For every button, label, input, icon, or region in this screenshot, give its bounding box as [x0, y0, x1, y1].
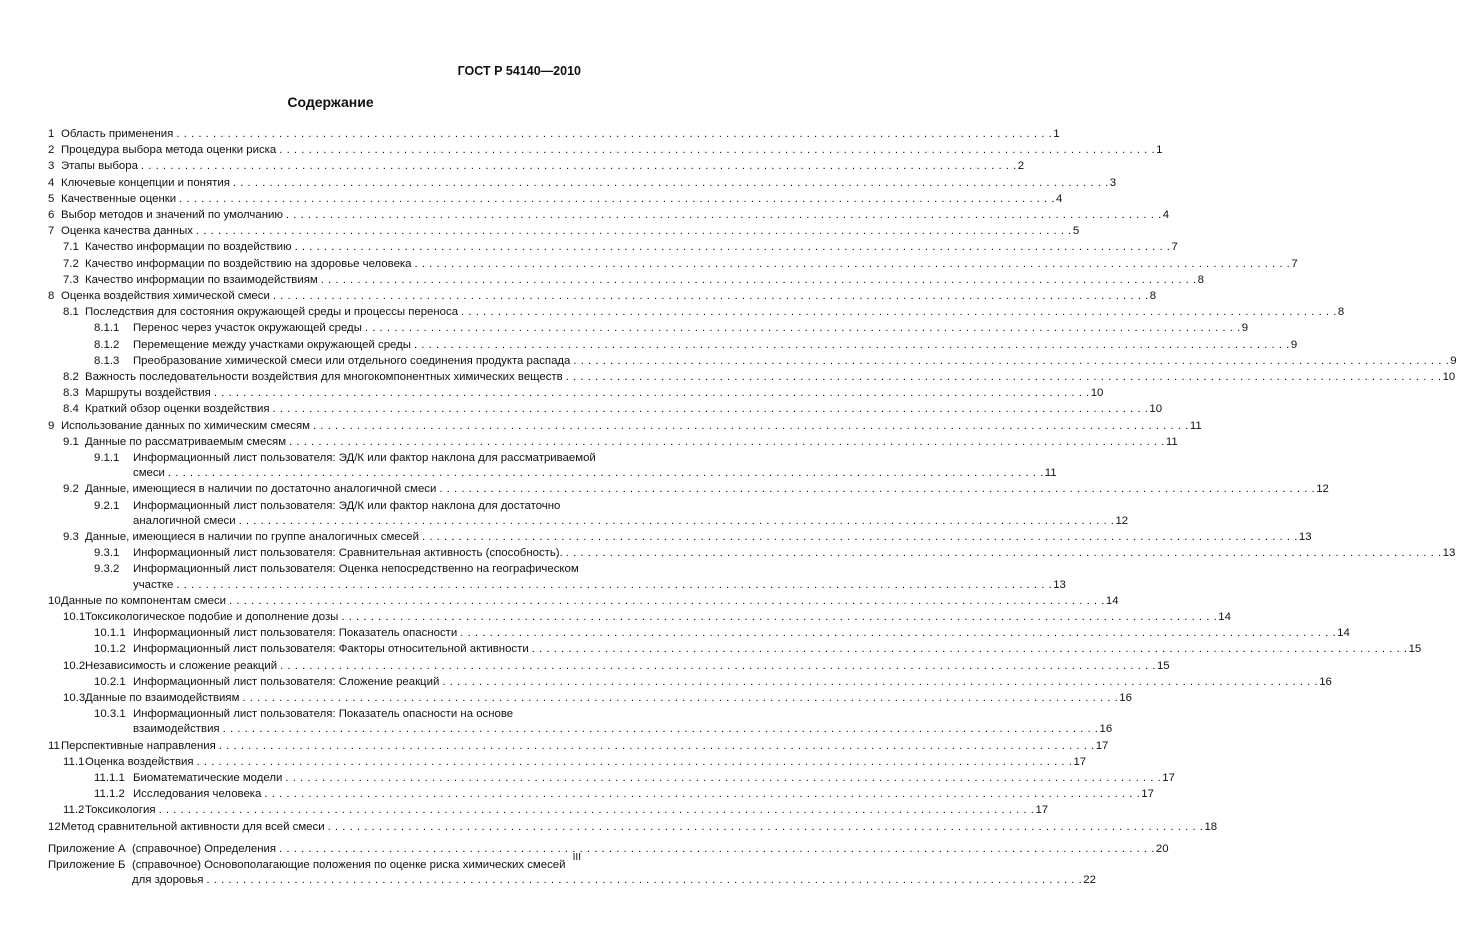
toc-entry[interactable]	[0, 435, 1178, 450]
toc-entry-title: Данные по взаимодействиям	[85, 692, 240, 704]
toc-leader-dots: . . . . . . . . . . . . . . . . . . . . . . . . . . . . . . . . . . . . . . . . . . . . . . . . . . . . . . . . . . . . . . . . . . . . . . . . . . . . . . . . . . . . . . . . . . . . . . . . . . . . . . . . . . . . . . . . . . . . . . . .	[414, 257, 1291, 270]
toc-leader-dots: . . . . . . . . . . . . . . . . . . . . . . . . . . . . . . . . . . . . . . . . . . . . . . . . . . . . . . . . . . . . . . . . . . . . . . . . . . . . . . . . . . . . . . . . . . . . . . . . . . . . . . . . . . . . . . . . . . . . . . . .	[439, 483, 1316, 496]
toc-entry-number: 8.1.2	[94, 338, 120, 351]
toc-leader-dots: . . . . . . . . . . . . . . . . . . . . . . . . . . . . . . . . . . . . . . . . . . . . . . . . . . . . . . . . . . . . . . . . . . . . . . . . . . . . . . . . . . . . . . . . . . . . . . . . . . . . . . . . . . . . . . . . . . . . . . . .	[238, 514, 1115, 527]
toc-page-number: 8	[1337, 306, 1345, 319]
toc-leader-dots: . . . . . . . . . . . . . . . . . . . . . . . . . . . . . . . . . . . . . . . . . . . . . . . . . . . . . . . . . . . . . . . . . . . . . . . . . . . . . . . . . . . . . . . . . . . . . . . . . . . . . . . . . . . . . . . . . . . . . . . .	[242, 692, 1119, 704]
toc-entry-title: Использование данных по химическим смесям	[61, 419, 310, 432]
toc-page-number: 13	[1298, 531, 1312, 543]
toc-page-number: 22	[1083, 874, 1096, 887]
toc-leader-dots: . . . . . . . . . . . . . . . . . . . . . . . . . . . . . . . . . . . . . . . . . . . . . . . . . . . . . . . . . . . . . . . . . . . . . . . . . . . . . . . . . . . . . . . . . . . . . . . . . . . . . . . . . . . . . . . . . . . . . . . .	[167, 467, 1044, 480]
toc-entry[interactable]	[0, 386, 1104, 401]
toc-entry-title: взаимодействия	[133, 723, 220, 736]
toc-page-number: 10	[1442, 371, 1456, 383]
toc-entry-title: Данные по компонентам смеси	[61, 594, 227, 607]
toc-page-number: 5	[1072, 225, 1080, 238]
toc-entry-number: 10.3.1	[94, 708, 126, 721]
toc-leader-dots: . . . . . . . . . . . . . . . . . . . . . . . . . . . . . . . . . . . . . . . . . . . . . . . . . . . . . . . . . . . . . . . . . . . . . . . . . . . . . . . . . . . . . . . . . . . . . . . . . . . . . . . . . . . . . . . . . . . . . . . .	[218, 739, 1095, 752]
toc-entry-title: (справочное) Определения	[132, 842, 277, 855]
toc-page-number: 10	[1149, 403, 1163, 416]
toc-page-number: 3	[1109, 176, 1117, 189]
toc-entry[interactable]	[0, 143, 1163, 158]
toc-page-number: 17	[1073, 755, 1087, 768]
toc-page-number: 17	[1095, 739, 1109, 752]
toc-page-number: 14	[1218, 611, 1231, 623]
toc-entry[interactable]	[0, 499, 661, 514]
toc-entry[interactable]	[0, 482, 1329, 497]
toc-entry-title: Информационный лист пользователя: Сложение реакций	[133, 675, 440, 688]
toc-page-number: 1	[1156, 144, 1163, 157]
toc-entry-title: Информационный лист пользователя: Факторы относительной активности	[133, 643, 529, 656]
toc-entry-title: Данные по рассматриваемым смесям	[85, 435, 287, 448]
toc-entry[interactable]	[0, 642, 1422, 657]
toc-leader-dots: . . . . . . . . . . . . . . . . . . . . . . . . . . . . . . . . . . . . . . . . . . . . . . . . . . . . . . . . . . . . . . . . . . . . . . . . . . . . . . . . . . . . . . . . . . . . . . . . . . . . . . . . . . . . . . . . . . . . . . . .	[158, 804, 1035, 817]
toc-leader-dots: . . . . . . . . . . . . . . . . . . . . . . . . . . . . . . . . . . . . . . . . . . . . . . . . . . . . . . . . . . . . . . . . . . . . . . . . . . . . . . . . . . . . . . . . . . . . . . . . . . . . . . . . . . . . . . . . . . . . . . . .	[364, 322, 1241, 335]
page-number: III	[572, 852, 581, 863]
toc-leader-dots: . . . . . . . . . . . . . . . . . . . . . . . . . . . . . . . . . . . . . . . . . . . . . . . . . . . . . . . . . . . . . . . . . . . . . . . . . . . . . . . . . . . . . . . . . . . . . . . . . . . . . . . . . . . . . . . . . . . . . . . .	[176, 578, 1053, 591]
toc-entry-title: смеси	[133, 467, 165, 480]
toc-leader-dots: . . . . . . . . . . . . . . . . . . . . . . . . . . . . . . . . . . . . . . . . . . . . . . . . . . . . . . . . . . . . . . . . . . . . . . . . . . . . . . . . . . . . . . . . . . . . . . . . . . . . . . . . . . . . . . . . . . . . . . . .	[285, 209, 1162, 221]
toc-page-number: 17	[1035, 804, 1049, 817]
toc-page-number: 13	[1053, 578, 1066, 591]
toc-entry-title: Качество информации по воздействию на здоровье человека	[85, 257, 412, 270]
toc-entry[interactable]	[0, 208, 1170, 223]
toc-leader-dots: . . . . . . . . . . . . . . . . . . . . . . . . . . . . . . . . . . . . . . . . . . . . . . . . . . . . . . . . . . . . . . . . . . . . . . . . . . . . . . . . . . . . . . . . . . . . . . . . . . . . . . . . . . . . . . . . . . . . . . . .	[461, 306, 1337, 319]
toc-leader-dots: . . . . . . . . . . . . . . . . . . . . . . . . . . . . . . . . . . . . . . . . . . . . . . . . . . . . . . . . . . . . . . . . . . . . . . . . . . . . . . . . . . . . . . . . . . . . . . . . . . . . . . . . . . . . . . . . . . . . . . . .	[280, 659, 1156, 672]
toc-entry[interactable]	[0, 530, 1312, 545]
toc-entry-title: Информационный лист пользователя: Сравнительная активность (способность).	[133, 547, 563, 560]
toc-entry[interactable]	[0, 803, 1049, 818]
toc-entry-number: 5	[48, 192, 55, 205]
toc-page-number: 7	[1171, 241, 1178, 254]
toc-entry-title: участке	[133, 578, 174, 591]
toc-entry-title: для здоровья	[132, 874, 204, 887]
toc-entry[interactable]	[0, 240, 1178, 255]
toc-entry-number: 9.1	[63, 435, 79, 448]
toc-leader-dots: . . . . . . . . . . . . . . . . . . . . . . . . . . . . . . . . . . . . . . . . . . . . . . . . . . . . . . . . . . . . . . . . . . . . . . . . . . . . . . . . . . . . . . . . . . . . . . . . . . . . . . . . . . . . . . . . . . . . . . . .	[320, 273, 1197, 286]
toc-page-number: 15	[1408, 643, 1422, 656]
toc-leader-dots: . . . . . . . . . . . . . . . . . . . . . . . . . . . . . . . . . . . . . . . . . . . . . . . . . . . . . . . . . . . . . . . . . . . . . . . . . . . . . . . . . . . . . . . . . . . . . . . . . . . . . . . . . . . . . . . . . . . . . . . .	[294, 241, 1171, 254]
toc-page-number: 2	[1017, 160, 1025, 173]
toc-entry[interactable]	[0, 257, 1298, 272]
toc-entry-number: 9.3.1	[94, 547, 120, 560]
toc-entry-number: 1	[48, 128, 55, 140]
toc-entry-title: Информационный лист пользователя: ЭД/К или фактор наклона для достаточно	[133, 499, 561, 512]
toc-entry[interactable]	[0, 370, 1456, 385]
toc-leader-dots: . . . . . . . . . . . . . . . . . . . . . . . . . . . . . . . . . . . . . . . . . . . . . . . . . . . . . . . . . . . . . . . . . . . . . . . . . . . . . . . . . . . . . . . . . . . . . . . . . . . . . . . . . . . . . . . . . . . . . . . .	[264, 788, 1141, 801]
toc-entry-number: 8.1.3	[94, 354, 120, 367]
toc-entry-number: 11.2	[63, 804, 85, 817]
toc-entry-number: 10.2	[63, 659, 86, 672]
toc-leader-dots: . . . . . . . . . . . . . . . . . . . . . . . . . . . . . . . . . . . . . . . . . . . . . . . . . . . . . . . . . . . . . . . . . . . . . . . . . . . . . . . . . . . . . . . . . . . . . . . . . . . . . . . . . . . . . . . . . . . . . . . .	[460, 627, 1337, 640]
toc-page-number: 15	[1156, 659, 1170, 672]
toc-entry-number: 4	[48, 176, 55, 189]
toc-entry-title: Оценка качества данных	[61, 225, 193, 238]
toc-entry[interactable]	[0, 675, 1332, 690]
toc-entry[interactable]	[0, 127, 1060, 142]
toc-page-number: 14	[1105, 594, 1119, 607]
toc-entry[interactable]	[0, 224, 1080, 239]
toc-entry[interactable]	[0, 842, 1169, 857]
toc-entry[interactable]	[0, 514, 1129, 529]
toc-entry-title: Выбор методов и значений по умолчанию	[61, 209, 283, 221]
page-title: Содержание	[287, 94, 374, 110]
toc-entry-number: 7.2	[63, 257, 79, 270]
toc-entry[interactable]	[0, 771, 1175, 786]
toc-entry-title: (справочное) Основополагающие положения по оценке риска химических смесей	[132, 859, 566, 871]
toc-page-number: 9	[1290, 338, 1298, 351]
toc-leader-dots: . . . . . . . . . . . . . . . . . . . . . . . . . . . . . . . . . . . . . . . . . . . . . . . . . . . . . . . . . . . . . . . . . . . . . . . . . . . . . . . . . . . . . . . . . . . . . . . . . . . . . . . . . . . . . . . . . . . . . . . .	[206, 874, 1083, 887]
toc-entry-number: 11.1.2	[94, 788, 125, 801]
toc-leader-dots: . . . . . . . . . . . . . . . . . . . . . . . . . . . . . . . . . . . . . . . . . . . . . . . . . . . . . . . . . . . . . . . . . . . . . . . . . . . . . . . . . . . . . . . . . . . . . . . . . . . . . . . . . . . . . . . . . . . . . . . .	[312, 419, 1189, 432]
toc-leader-dots: . . . . . . . . . . . . . . . . . . . . . . . . . . . . . . . . . . . . . . . . . . . . . . . . . . . . . . . . . . . . . . . . . . . . . . . . . . . . . . . . . . . . . . . . . . . . . . . . . . . . . . . . . . . . . . . . . . . . . . . .	[413, 338, 1290, 351]
toc-page-number: 9	[1450, 354, 1457, 367]
toc-page-number: 10	[1090, 387, 1104, 400]
toc-entry-number: 8.2	[63, 371, 79, 383]
toc-entry[interactable]	[0, 787, 1154, 802]
toc-entry-title: Преобразование химической смеси или отдельного соединения продукта распада	[133, 354, 571, 367]
toc-entry-title: Информационный лист пользователя: Показатель опасности	[133, 627, 458, 640]
toc-entry[interactable]	[0, 451, 661, 466]
toc-leader-dots: . . . . . . . . . . . . . . . . . . . . . . . . . . . . . . . . . . . . . . . . . . . . . . . . . . . . . . . . . . . . . . . . . . . . . . . . . . . . . . . . . . . . . . . . . . . . . . . . . . . . . . . . . . . . . . . . . . . . . . . .	[179, 192, 1056, 205]
toc-entry[interactable]	[0, 578, 1066, 593]
toc-entry-title: Данные, имеющиеся в наличии по достаточно аналогичной смеси	[85, 483, 437, 496]
toc-entry-title: Информационный лист пользователя: Оценка непосредственно на географическом	[133, 563, 579, 576]
toc-page-number: 11	[1044, 467, 1057, 480]
toc-page-number: 16	[1099, 723, 1113, 736]
toc-entry-number: 3	[48, 160, 55, 173]
toc-entry-number: 11	[48, 739, 60, 752]
toc-page-number: 11	[1165, 435, 1178, 448]
toc-entry[interactable]	[0, 419, 1202, 434]
toc-entry[interactable]	[0, 273, 1204, 288]
toc-leader-dots: . . . . . . . . . . . . . . . . . . . . . . . . . . . . . . . . . . . . . . . . . . . . . . . . . . . . . . . . . . . . . . . . . . . . . . . . . . . . . . . . . . . . . . . . . . . . . . . . . . . . . . . . . . . . . . . . . . . . . . . .	[272, 403, 1149, 416]
toc-entry[interactable]	[0, 594, 1119, 609]
toc-leader-dots: . . . . . . . . . . . . . . . . . . . . . . . . . . . . . . . . . . . . . . . . . . . . . . . . . . . . . . . . . . . . . . . . . . . . . . . . . . . . . . . . . . . . . . . . . . . . . . . . . . . . . . . . . . . . . . . . . . . . . . . .	[229, 594, 1105, 607]
toc-entry-title: Качество информации по взаимодействиям	[85, 273, 318, 286]
toc-entry[interactable]	[0, 659, 1170, 674]
toc-page-number: 12	[1316, 483, 1329, 496]
toc-leader-dots: . . . . . . . . . . . . . . . . . . . . . . . . . . . . . . . . . . . . . . . . . . . . . . . . . . . . . . . . . . . . . . . . . . . . . . . . . . . . . . . . . . . . . . . . . . . . . . . . . . . . . . . . . . . . . . . . . . . . . . . .	[531, 643, 1408, 656]
toc-entry-number: 7.1	[63, 241, 79, 254]
toc-page-number: 4	[1056, 192, 1063, 205]
toc-leader-dots: . . . . . . . . . . . . . . . . . . . . . . . . . . . . . . . . . . . . . . . . . . . . . . . . . . . . . . . . . . . . . . . . . . . . . . . . . . . . . . . . . . . . . . . . . . . . . . . . . . . . . . . . . . . . . . . . . . . . . . . .	[279, 842, 1155, 855]
toc-leader-dots: . . . . . . . . . . . . . . . . . . . . . . . . . . . . . . . . . . . . . . . . . . . . . . . . . . . . . . . . . . . . . . . . . . . . . . . . . . . . . . . . . . . . . . . . . . . . . . . . . . . . . . . . . . . . . . . . . . . . . . . .	[573, 354, 1450, 367]
toc-entry-number: 8.3	[63, 387, 79, 400]
toc-entry-title: Оценка воздействия химической смеси	[61, 290, 270, 302]
toc-page-number: 20	[1155, 842, 1169, 855]
toc-entry-number: Приложение Б	[48, 859, 126, 871]
toc-entry-number: 8.1.1	[94, 322, 120, 335]
toc-leader-dots: . . . . . . . . . . . . . . . . . . . . . . . . . . . . . . . . . . . . . . . . . . . . . . . . . . . . . . . . . . . . . . . . . . . . . . . . . . . . . . . . . . . . . . . . . . . . . . . . . . . . . . . . . . . . . . . . . . . . . . . .	[222, 723, 1099, 736]
toc-entry-number: 9.2	[63, 483, 79, 496]
toc-page-number: 16	[1119, 692, 1132, 704]
toc-leader-dots: . . . . . . . . . . . . . . . . . . . . . . . . . . . . . . . . . . . . . . . . . . . . . . . . . . . . . . . . . . . . . . . . . . . . . . . . . . . . . . . . . . . . . . . . . . . . . . . . . . . . . . . . . . . . . . . . . . . . . . . .	[213, 387, 1090, 400]
toc-page-number: 17	[1141, 788, 1154, 801]
toc-entry-title: Качественные оценки	[61, 192, 177, 205]
toc-entry[interactable]	[0, 159, 1025, 174]
toc-entry-number: 12	[48, 820, 61, 833]
toc-entry[interactable]	[0, 466, 1057, 481]
toc-entry-number: 7.3	[63, 273, 79, 286]
toc-entry-title: Данные, имеющиеся в наличии по группе аналогичных смесей	[85, 531, 419, 543]
toc-entry-title: Область применения	[61, 128, 174, 140]
toc-entry-title: Информационный лист пользователя: ЭД/К или фактор наклона для рассматриваемой	[133, 452, 596, 464]
toc-entry-title: Важность последовательности воздействия для многокомпонентных химических веществ	[85, 371, 563, 383]
toc-leader-dots: . . . . . . . . . . . . . . . . . . . . . . . . . . . . . . . . . . . . . . . . . . . . . . . . . . . . . . . . . . . . . . . . . . . . . . . . . . . . . . . . . . . . . . . . . . . . . . . . . . . . . . . . . . . . . . . . . . . . . . . .	[565, 371, 1442, 383]
toc-leader-dots: . . . . . . . . . . . . . . . . . . . . . . . . . . . . . . . . . . . . . . . . . . . . . . . . . . . . . . . . . . . . . . . . . . . . . . . . . . . . . . . . . . . . . . . . . . . . . . . . . . . . . . . . . . . . . . . . . . . . . . . .	[195, 225, 1072, 238]
toc-page-number: 18	[1204, 820, 1218, 833]
toc-entry-number: Приложение А	[48, 842, 126, 855]
toc-page-number: 8	[1197, 273, 1204, 286]
toc-entry[interactable]	[0, 858, 661, 873]
toc-entry-title: Биоматематические модели	[133, 772, 283, 784]
toc-entry[interactable]	[0, 739, 1109, 754]
toc-entry-title: Этапы выбора	[61, 160, 138, 173]
toc-page-number: 8	[1149, 290, 1157, 302]
toc-entry-number: 8.1	[63, 306, 79, 319]
toc-leader-dots: . . . . . . . . . . . . . . . . . . . . . . . . . . . . . . . . . . . . . . . . . . . . . . . . . . . . . . . . . . . . . . . . . . . . . . . . . . . . . . . . . . . . . . . . . . . . . . . . . . . . . . . . . . . . . . . . . . . . . . . .	[279, 144, 1156, 157]
toc-leader-dots: . . . . . . . . . . . . . . . . . . . . . . . . . . . . . . . . . . . . . . . . . . . . . . . . . . . . . . . . . . . . . . . . . . . . . . . . . . . . . . . . . . . . . . . . . . . . . . . . . . . . . . . . . . . . . . . . . . . . . . . .	[232, 176, 1109, 189]
toc-entry-title: Качество информации по воздействию	[85, 241, 292, 254]
toc-entry-number: 11.1	[63, 755, 85, 768]
toc-entry[interactable]	[0, 626, 1350, 641]
toc-entry[interactable]	[0, 691, 1132, 706]
toc-entry-number: 10.1	[63, 611, 86, 623]
toc-entry[interactable]	[0, 176, 1117, 191]
toc-entry-number: 7	[48, 225, 55, 238]
toc-page-number: 16	[1319, 675, 1332, 688]
toc-page-number: 17	[1162, 772, 1175, 784]
toc-page-number: 13	[1442, 547, 1456, 560]
toc-entry[interactable]	[0, 338, 1298, 353]
toc-entry-number: 11.1.1	[94, 772, 125, 784]
toc-entry-number: 8.4	[63, 403, 79, 416]
toc-entry[interactable]	[0, 820, 1218, 835]
toc-entry-number: 9.3	[63, 531, 79, 543]
toc-entry-title: Исследования человека	[133, 788, 262, 801]
toc-entry-number: 8	[48, 290, 55, 302]
toc-entry[interactable]	[0, 321, 1249, 336]
toc-entry-title: Информационный лист пользователя: Показатель опасности на основе	[133, 708, 514, 721]
toc-page-number: 14	[1337, 627, 1350, 640]
toc-entry-title: аналогичной смеси	[133, 514, 236, 527]
toc-page-number: 4	[1162, 209, 1170, 221]
toc-entry-number: 10.2.1	[94, 675, 126, 688]
toc-entry[interactable]	[0, 755, 1087, 770]
toc-entry-title: Токсикология	[85, 804, 156, 817]
toc-entry-number: 9.2.1	[94, 499, 120, 512]
toc-entry-number: 9.1.1	[94, 452, 120, 464]
toc-entry-title: Краткий обзор оценки воздействия	[85, 403, 270, 416]
toc-entry[interactable]	[0, 305, 1345, 320]
toc-entry[interactable]	[0, 289, 1157, 304]
toc-entry-number: 9	[48, 419, 55, 432]
toc-entry-number: 10.3	[63, 692, 86, 704]
toc-entry-number: 10.1.1	[94, 627, 126, 640]
toc-leader-dots: . . . . . . . . . . . . . . . . . . . . . . . . . . . . . . . . . . . . . . . . . . . . . . . . . . . . . . . . . . . . . . . . . . . . . . . . . . . . . . . . . . . . . . . . . . . . . . . . . . . . . . . . . . . . . . . . . . . . . . . .	[285, 772, 1162, 784]
toc-entry[interactable]	[0, 873, 1096, 888]
toc-leader-dots: . . . . . . . . . . . . . . . . . . . . . . . . . . . . . . . . . . . . . . . . . . . . . . . . . . . . . . . . . . . . . . . . . . . . . . . . . . . . . . . . . . . . . . . . . . . . . . . . . . . . . . . . . . . . . . . . . . . . . . . .	[327, 820, 1204, 833]
toc-entry-title: Маршруты воздействия	[85, 387, 211, 400]
toc-entry-title: Последствия для состояния окружающей среды и процессы переноса	[85, 306, 459, 319]
toc-entry-title: Токсикологическое подобие и дополнение дозы	[85, 611, 339, 623]
toc-leader-dots: . . . . . . . . . . . . . . . . . . . . . . . . . . . . . . . . . . . . . . . . . . . . . . . . . . . . . . . . . . . . . . . . . . . . . . . . . . . . . . . . . . . . . . . . . . . . . . . . . . . . . . . . . . . . . . . . . . . . . . . .	[272, 290, 1149, 302]
toc-entry[interactable]	[0, 192, 1063, 207]
toc-leader-dots: . . . . . . . . . . . . . . . . . . . . . . . . . . . . . . . . . . . . . . . . . . . . . . . . . . . . . . . . . . . . . . . . . . . . . . . . . . . . . . . . . . . . . . . . . . . . . . . . . . . . . . . . . . . . . . . . . . . . . . . .	[442, 675, 1319, 688]
toc-leader-dots: . . . . . . . . . . . . . . . . . . . . . . . . . . . . . . . . . . . . . . . . . . . . . . . . . . . . . . . . . . . . . . . . . . . . . . . . . . . . . . . . . . . . . . . . . . . . . . . . . . . . . . . . . . . . . . . . . . . . . . . .	[196, 755, 1073, 768]
toc-entry-number: 6	[48, 209, 55, 221]
toc-leader-dots: . . . . . . . . . . . . . . . . . . . . . . . . . . . . . . . . . . . . . . . . . . . . . . . . . . . . . . . . . . . . . . . . . . . . . . . . . . . . . . . . . . . . . . . . . . . . . . . . . . . . . . . . . . . . . . . . . . . . . . . .	[422, 531, 1298, 543]
toc-leader-dots: . . . . . . . . . . . . . . . . . . . . . . . . . . . . . . . . . . . . . . . . . . . . . . . . . . . . . . . . . . . . . . . . . . . . . . . . . . . . . . . . . . . . . . . . . . . . . . . . . . . . . . . . . . . . . . . . . . . . . . . .	[289, 435, 1165, 448]
toc-entry-title: Перспективные направления	[61, 739, 216, 752]
toc-entry-title: Метод сравнительной активности для всей смеси	[61, 820, 325, 833]
toc-page-number: 12	[1115, 514, 1129, 527]
toc-leader-dots: . . . . . . . . . . . . . . . . . . . . . . . . . . . . . . . . . . . . . . . . . . . . . . . . . . . . . . . . . . . . . . . . . . . . . . . . . . . . . . . . . . . . . . . . . . . . . . . . . . . . . . . . . . . . . . . . . . . . . . . .	[140, 160, 1017, 173]
toc-entry[interactable]	[0, 707, 661, 722]
toc-leader-dots: . . . . . . . . . . . . . . . . . . . . . . . . . . . . . . . . . . . . . . . . . . . . . . . . . . . . . . . . . . . . . . . . . . . . . . . . . . . . . . . . . . . . . . . . . . . . . . . . . . . . . . . . . . . . . . . . . . . . . . . .	[176, 128, 1053, 140]
toc-entry[interactable]	[0, 562, 661, 577]
toc-page-number: 9	[1241, 322, 1249, 335]
toc-entry[interactable]	[0, 402, 1163, 417]
toc-entry[interactable]	[0, 546, 1456, 561]
toc-entry-title: Независимость и сложение реакций	[85, 659, 278, 672]
toc-entry-title: Оценка воздействия	[85, 755, 194, 768]
toc-entry-number: 10.1.2	[94, 643, 126, 656]
toc-entry-title: Перенос через участок окружающей среды	[133, 322, 362, 335]
toc-page-number: 7	[1291, 257, 1298, 270]
toc-entry-number: 2	[48, 144, 55, 157]
toc-entry-title: Ключевые концепции и понятия	[61, 176, 230, 189]
document-id: ГОСТ Р 54140—2010	[457, 64, 581, 78]
toc-entry-title: Процедура выбора метода оценки риска	[61, 144, 277, 157]
toc-page-number: 11	[1189, 419, 1202, 432]
toc-entry-number: 9.3.2	[94, 563, 120, 576]
toc-entry[interactable]	[0, 722, 1113, 737]
toc-entry[interactable]	[0, 354, 1457, 369]
toc-leader-dots: . . . . . . . . . . . . . . . . . . . . . . . . . . . . . . . . . . . . . . . . . . . . . . . . . . . . . . . . . . . . . . . . . . . . . . . . . . . . . . . . . . . . . . . . . . . . . . . . . . . . . . . . . . . . . . . . . . . . . . . .	[341, 611, 1218, 623]
toc-page-number: 1	[1053, 128, 1060, 140]
toc-entry-number: 10	[48, 594, 61, 607]
toc-leader-dots: . . . . . . . . . . . . . . . . . . . . . . . . . . . . . . . . . . . . . . . . . . . . . . . . . . . . . . . . . . . . . . . . . . . . . . . . . . . . . . . . . . . . . . . . . . . . . . . . . . . . . . . . . . . . . . . . . . . . . . . .	[565, 547, 1442, 560]
toc-entry-title: Перемещение между участками окружающей среды	[133, 338, 411, 351]
toc-entry[interactable]	[0, 610, 1231, 625]
